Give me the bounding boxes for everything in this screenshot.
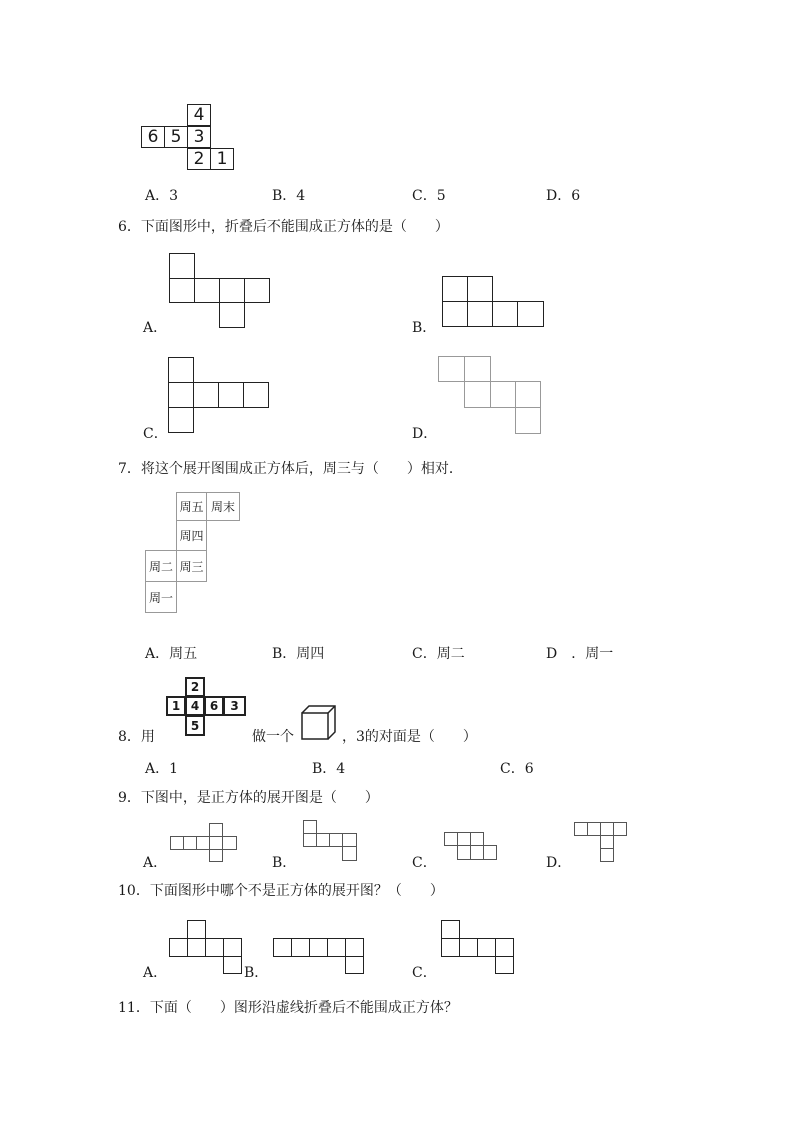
net-square: [515, 381, 541, 408]
net-square: [457, 845, 471, 860]
net-square: [196, 836, 210, 850]
net-square: [444, 832, 458, 846]
q7-option-d[interactable]: D ．周一: [546, 646, 614, 662]
net-square: [459, 938, 478, 957]
q9-label-a[interactable]: A．: [143, 855, 168, 871]
net-square: [342, 846, 357, 861]
net-square: [209, 849, 223, 862]
net-square: [303, 833, 317, 847]
q6-label-c[interactable]: C．: [143, 426, 168, 442]
net-face: 1: [210, 148, 234, 170]
q10-label-c[interactable]: C．: [412, 965, 437, 981]
net-square: [613, 822, 627, 836]
net-square: [490, 381, 516, 408]
net-square: [345, 938, 364, 957]
net-face: 5: [185, 715, 205, 736]
net-face: 4: [187, 104, 211, 126]
net-square: [467, 301, 493, 327]
net-square: [495, 956, 514, 974]
net-square: [187, 938, 206, 957]
net-square: [442, 276, 468, 302]
q8-question-prefix: 8．用: [118, 729, 155, 745]
net-square: [168, 382, 194, 408]
net-square: [209, 823, 223, 837]
net-square: [219, 302, 245, 328]
q7-option-c[interactable]: C．周二: [412, 646, 465, 662]
net-square: [169, 253, 195, 279]
net-square: [574, 822, 588, 836]
net-square: [205, 938, 224, 957]
net-square: [441, 920, 460, 939]
q10-label-a[interactable]: A．: [143, 965, 168, 981]
net-square: [194, 278, 220, 303]
q9-label-c[interactable]: C．: [412, 855, 437, 871]
net-square: [600, 822, 614, 836]
net-square: [517, 301, 544, 327]
q5-option-b[interactable]: B．4: [272, 188, 306, 204]
net-square: [168, 407, 194, 433]
net-square: [218, 382, 244, 408]
net-square: [222, 836, 237, 850]
net-square: [345, 956, 364, 974]
q8-option-b[interactable]: B．4: [312, 761, 346, 777]
q10-label-b[interactable]: B．: [244, 965, 269, 981]
net-square: [169, 278, 195, 303]
q9-label-b[interactable]: B．: [272, 855, 297, 871]
net-face: 6: [141, 126, 165, 148]
net-square: [457, 832, 471, 846]
net-square: [442, 301, 468, 327]
net-square: [600, 848, 614, 862]
net-square: [187, 920, 206, 939]
net-square: [438, 356, 465, 382]
q8-question-middle: 做一个: [252, 729, 294, 745]
net-square: [495, 938, 514, 957]
net-square: [209, 836, 223, 850]
net-square: [316, 833, 330, 847]
net-square: [183, 836, 197, 850]
net-square: [515, 407, 541, 434]
net-square: [464, 381, 491, 408]
q6-label-d[interactable]: D．: [412, 426, 438, 442]
net-face: 周末: [206, 492, 240, 521]
net-face: 3: [187, 126, 211, 148]
cube-icon: [300, 704, 338, 740]
q7-option-b[interactable]: B．周四: [272, 646, 325, 662]
net-square: [168, 357, 194, 383]
net-face: 周二: [145, 550, 177, 582]
net-square: [477, 938, 496, 957]
q7-question: 7．将这个展开图围成正方体后，周三与（ ）相对．: [118, 461, 463, 477]
q5-option-c[interactable]: C．5: [412, 188, 446, 204]
net-face: 3: [223, 696, 246, 716]
net-square: [600, 835, 614, 849]
net-square: [342, 833, 357, 847]
net-face: 周五: [176, 492, 207, 521]
net-square: [467, 276, 493, 302]
net-square: [329, 833, 343, 847]
net-square: [441, 938, 460, 957]
net-square: [223, 956, 242, 974]
net-square: [587, 822, 601, 836]
net-square: [193, 382, 219, 408]
net-square: [244, 278, 270, 303]
net-square: [470, 832, 484, 846]
net-square: [291, 938, 310, 957]
q5-option-a[interactable]: A．3: [145, 188, 179, 204]
net-square: [470, 845, 484, 860]
q9-label-d[interactable]: D．: [546, 855, 572, 871]
q9-question: 9．下图中，是正方体的展开图是（ ）: [118, 790, 379, 806]
net-face: 5: [164, 126, 188, 148]
q11-question: 11．下面（ ）图形沿虚线折叠后不能围成正方体？: [118, 1000, 458, 1016]
net-face: 周四: [176, 520, 207, 551]
q7-option-a[interactable]: A．周五: [145, 646, 198, 662]
net-square: [327, 938, 346, 957]
net-square: [170, 836, 184, 850]
net-face: 6: [204, 696, 224, 716]
net-face: 4: [185, 696, 205, 716]
net-square: [492, 301, 518, 327]
net-square: [273, 938, 292, 957]
net-square: [219, 278, 245, 303]
q5-option-d[interactable]: D．6: [546, 188, 581, 204]
net-square: [483, 845, 497, 860]
net-square: [464, 356, 491, 382]
q8-option-c[interactable]: C．6: [500, 761, 534, 777]
net-square: [309, 938, 328, 957]
q10-question: 10．下面图形中哪个不是正方体的展开图？（ ）: [118, 883, 444, 899]
net-face: 周一: [145, 581, 177, 613]
net-square: [223, 938, 242, 957]
net-square: [243, 382, 269, 408]
net-face: 周三: [176, 550, 207, 582]
q8-question-suffix: ，3的对面是（ ）: [342, 729, 477, 745]
net-face: 2: [187, 148, 211, 170]
q6-label-a[interactable]: A．: [143, 320, 168, 336]
q6-question: 6．下面图形中，折叠后不能围成正方体的是（ ）: [118, 219, 449, 235]
net-square: [169, 938, 188, 957]
net-face: 2: [185, 677, 205, 697]
q8-option-a[interactable]: A．1: [145, 761, 179, 777]
net-face: 1: [166, 696, 186, 716]
net-square: [303, 820, 317, 834]
q6-label-b[interactable]: B．: [412, 320, 437, 336]
